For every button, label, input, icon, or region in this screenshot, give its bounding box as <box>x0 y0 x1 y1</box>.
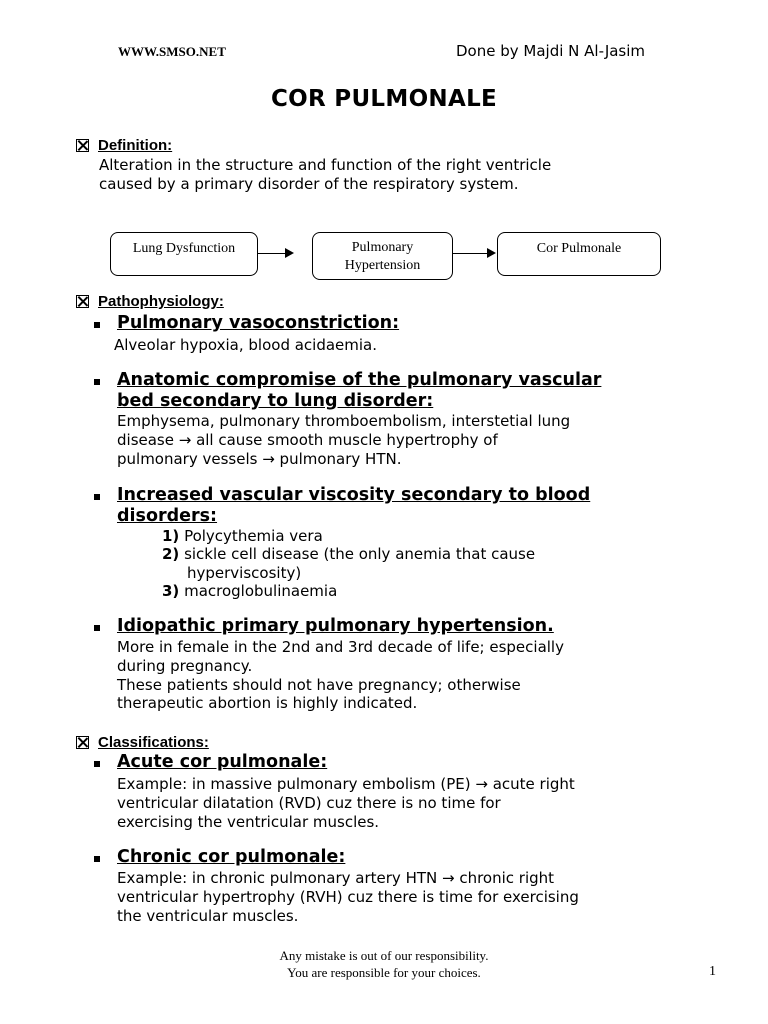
flow-box-lung-dysfunction <box>110 232 258 276</box>
chronic-line1: Example: in chronic pulmonary artery HTN → chronic right <box>117 869 555 887</box>
acute-line1: Example: in massive pulmonary embolism (PE) → acute right <box>117 775 575 793</box>
section-definition-heading: Definition: <box>98 137 173 154</box>
header-author: Done by Majdi N Al-Jasim <box>456 42 646 60</box>
item2-title-1: Anatomic compromise of the pulmonary vascular <box>117 370 602 390</box>
section-pathophysiology <box>76 293 224 310</box>
arrow-right-icon <box>257 253 292 254</box>
section-classifications-heading: Classifications: <box>98 734 209 751</box>
item4-line4: therapeutic abortion is highly indicated. <box>117 694 418 712</box>
bullet-icon <box>94 761 100 767</box>
bullet-icon <box>94 379 100 385</box>
item3-sub3-text: macroglobulinaemia <box>184 582 338 600</box>
flow-box-2-label-2: Hypertension <box>344 258 421 273</box>
item3-sub2-text-1: sickle cell disease (the only anemia that cause <box>184 545 536 563</box>
bullet-icon <box>94 625 100 631</box>
item3-sub3 <box>162 582 337 601</box>
item3-sub1-num: 1) <box>162 527 180 545</box>
item3-sub2-text-2: hyperviscosity) <box>187 564 302 582</box>
footer-line-1: Any mistake is out of our responsibility. <box>279 948 489 963</box>
page-number: 1 <box>709 964 716 979</box>
checkbox-x-icon <box>76 139 89 152</box>
checkbox-x-icon <box>76 295 89 308</box>
acute-title: Acute cor pulmonale: <box>117 752 328 772</box>
bullet-icon <box>94 856 100 862</box>
definition-text-2: caused by a primary disorder of the respiratory system. <box>99 175 519 193</box>
header-site: WWW.SMSO.NET <box>118 44 226 59</box>
acute-line3: exercising the ventricular muscles. <box>117 813 380 831</box>
bullet-icon <box>94 322 100 328</box>
item2-line1: Emphysema, pulmonary thromboembolism, interstetial lung <box>117 412 571 430</box>
item3-sub1 <box>162 527 323 546</box>
flow-box-3-label: Cor Pulmonale <box>536 241 622 256</box>
item2-line3: pulmonary vessels → pulmonary HTN. <box>117 450 402 468</box>
page-title: COR PULMONALE <box>270 86 498 112</box>
bullet-icon <box>94 494 100 500</box>
flow-box-pulmonary-hypertension <box>312 232 453 280</box>
item3-title-2: disorders: <box>117 506 218 526</box>
item3-sub3-num: 3) <box>162 582 180 600</box>
definition-text-1: Alteration in the structure and function of the right ventricle <box>99 156 552 174</box>
checkbox-x-icon <box>76 736 89 749</box>
item3-title-1: Increased vascular viscosity secondary to blood <box>117 485 591 505</box>
footer-line-2: You are responsible for your choices. <box>287 965 481 980</box>
item2-line2: disease → all cause smooth muscle hypertrophy of <box>117 431 498 449</box>
item3-sub2 <box>162 545 535 564</box>
item1-line1: Alveolar hypoxia, blood acidaemia. <box>114 336 378 354</box>
chronic-title: Chronic cor pulmonale: <box>117 847 346 867</box>
item4-line3: These patients should not have pregnancy; otherwise <box>117 676 521 694</box>
item4-title: Idiopathic primary pulmonary hypertension. <box>117 616 554 636</box>
item3-sub2-num: 2) <box>162 545 180 563</box>
flow-box-cor-pulmonale <box>497 232 661 276</box>
flow-box-2-label-1: Pulmonary <box>351 240 414 255</box>
item1-title: Pulmonary vasoconstriction: <box>117 313 400 333</box>
item4-line2: during pregnancy. <box>117 657 253 675</box>
item2-title-2: bed secondary to lung disorder: <box>117 391 434 411</box>
item4-line1: More in female in the 2nd and 3rd decade of life; especially <box>117 638 564 656</box>
section-definition <box>76 137 172 154</box>
chronic-line3: the ventricular muscles. <box>117 907 299 925</box>
flow-box-1-label: Lung Dysfunction <box>132 241 236 256</box>
section-classifications <box>76 734 209 751</box>
section-pathophysiology-heading: Pathophysiology: <box>98 293 224 310</box>
chronic-line2: ventricular hypertrophy (RVH) cuz there is time for exercising <box>117 888 579 906</box>
acute-line2: ventricular dilatation (RVD) cuz there is no time for <box>117 794 501 812</box>
arrow-right-icon <box>452 253 494 254</box>
item3-sub1-text: Polycythemia vera <box>184 527 323 545</box>
